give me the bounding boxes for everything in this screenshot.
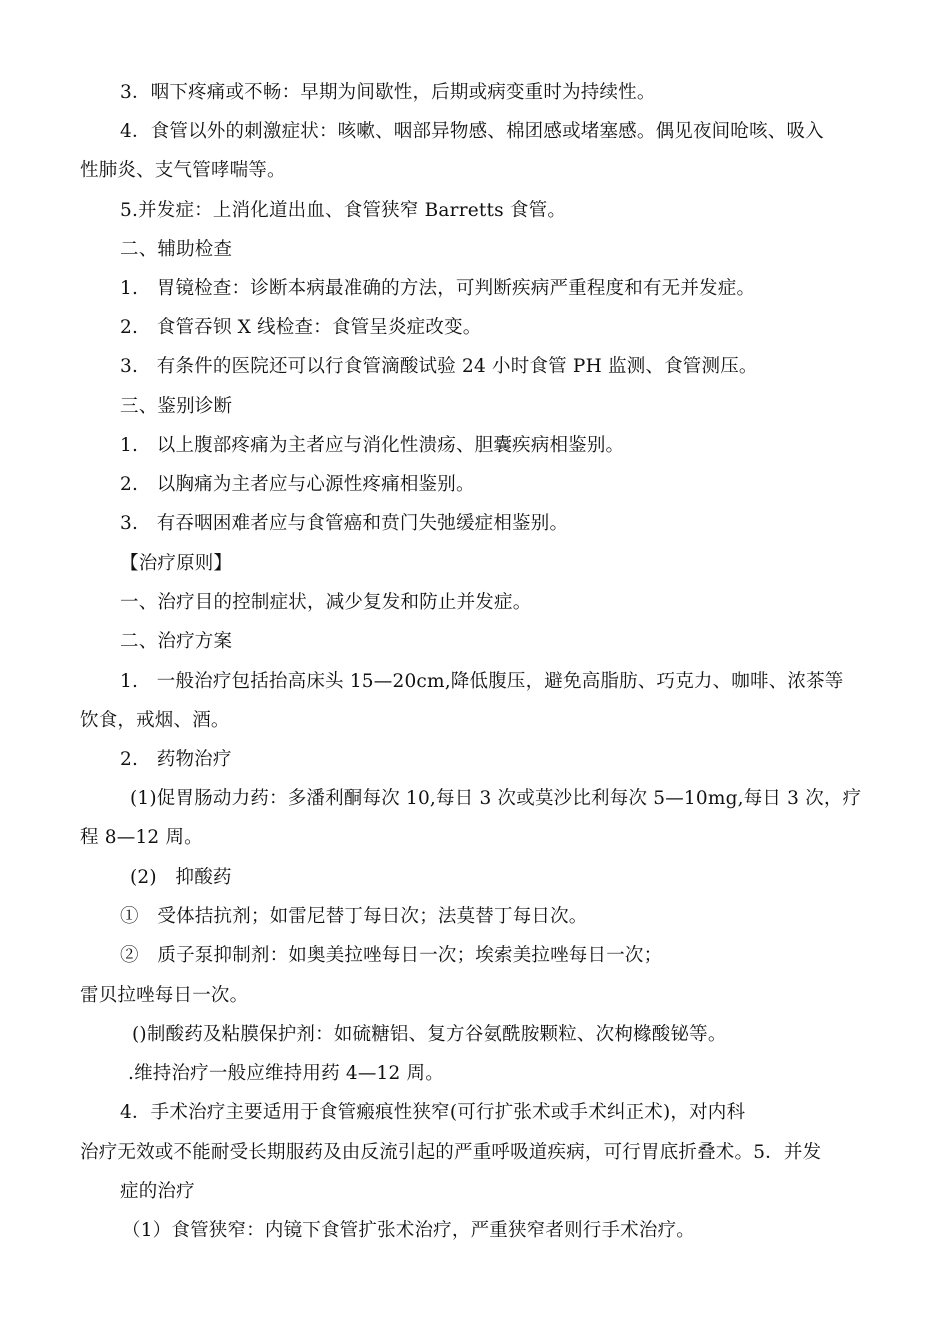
text-line-14: 一、治疗目的控制症状，减少复发和防止并发症。 xyxy=(120,592,532,613)
text-line-30: （1）食管狭窄：内镜下食管扩张术治疗，严重狭窄者则行手术治疗。 xyxy=(122,1220,695,1241)
text-line-26: .维持治疗一般应维持用药 4—12 周。 xyxy=(128,1063,444,1084)
text-line-21: (2) 抑酸药 xyxy=(130,867,232,888)
text-line-24: 雷贝拉唑每日一次。 xyxy=(80,985,249,1006)
text-line-17: 饮食，戒烟、酒。 xyxy=(80,710,230,731)
text-line-7: 2. 食管吞钡 X 线检查：食管呈炎症改变。 xyxy=(120,317,482,338)
text-line-4: 5.并发症：上消化道出血、食管狭窄 Barretts 食管。 xyxy=(120,200,567,221)
section-heading-differential: 三、鉴别诊断 xyxy=(120,396,233,417)
text-line-18: 2. 药物治疗 xyxy=(120,749,232,770)
text-line-16: 1. 一般治疗包括抬高床头 15—20cm,降低腹压，避免高脂肪、巧克力、咖啡、浓茶等 xyxy=(120,671,844,692)
text-line-20: 程 8—12 周。 xyxy=(80,827,203,848)
text-line-8: 3. 有条件的医院还可以行食管滴酸试验 24 小时食管 PH 监测、食管测压。 xyxy=(120,356,758,377)
text-line-19: (1)促胃肠动力药：多潘利酮每次 10,每日 3 次或莫沙比利每次 5—10mg,每日 3 次，疗 xyxy=(130,788,862,809)
text-line-10: 1. 以上腹部疼痛为主者应与消化性溃疡、胆囊疾病相鉴别。 xyxy=(120,435,625,456)
text-line-12: 3. 有吞咽困难者应与食管癌和贲门失弛缓症相鉴别。 xyxy=(120,513,569,534)
text-line-2: 4．食管以外的刺激症状：咳嗽、咽部异物感、棉团感或堵塞感。偶见夜间呛咳、吸入 xyxy=(120,121,824,142)
text-line-3: 性肺炎、支气管哮喘等。 xyxy=(80,160,286,181)
text-line-22: ① 受体拮抗剂；如雷尼替丁每日次；法莫替丁每日次。 xyxy=(120,906,588,927)
text-line-29: 症的治疗 xyxy=(120,1181,195,1202)
text-line-11: 2. 以胸痛为主者应与心源性疼痛相鉴别。 xyxy=(120,474,475,495)
section-heading-treatment-principles: 【治疗原则】 xyxy=(120,553,233,574)
text-line-6: 1. 胃镜检查：诊断本病最准确的方法，可判断疾病严重程度和有无并发症。 xyxy=(120,278,756,299)
text-line-25: ()制酸药及粘膜保护剂：如硫糖铝、复方谷氨酰胺颗粒、次枸橼酸铋等。 xyxy=(132,1024,727,1045)
text-line-27: 4．手术治疗主要适用于食管瘢痕性狭窄(可行扩张术或手术纠正术)，对内科 xyxy=(120,1102,746,1123)
text-line-1: 3．咽下疼痛或不畅：早期为间歇性，后期或病变重时为持续性。 xyxy=(120,82,656,103)
text-line-23: ② 质子泵抑制剂：如奥美拉唑每日一次；埃索美拉唑每日一次； xyxy=(120,945,663,966)
section-heading-auxiliary-exam: 二、辅助检查 xyxy=(120,239,233,260)
section-heading-treatment-plan: 二、治疗方案 xyxy=(120,631,233,652)
text-line-28: 治疗无效或不能耐受长期服药及由反流引起的严重呼吸道疾病，可行胃底折叠术。5．并发 xyxy=(80,1142,822,1163)
